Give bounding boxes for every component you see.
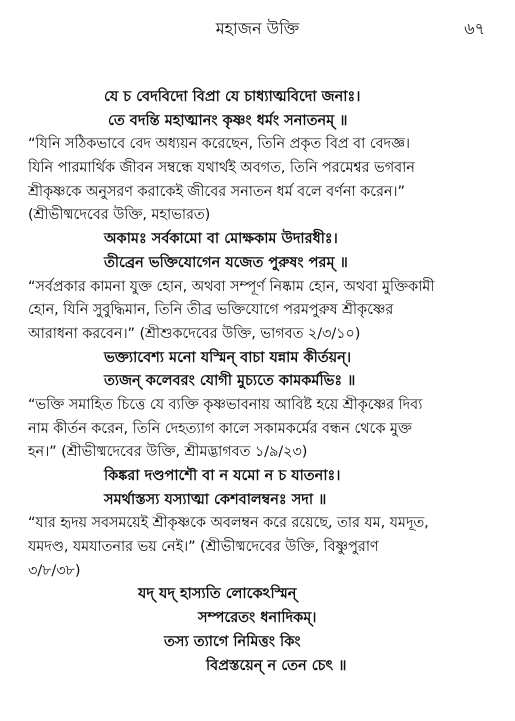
- prose-line: “যার হৃদয় সবসময়েই শ্রীকৃষ্ণকে অবলম্বন করে রয়েছে, তার যম, যমদূত,: [28, 515, 429, 532]
- prose-line: যিনি পারমার্থিক জীবন সম্বন্ধে যথার্থই অবগত, তিনি পরমেশ্বর ভগবান: [28, 160, 415, 177]
- verse-line: তস্য ত্যাগে নিমিত্তং কিং: [164, 633, 301, 650]
- page-number: ৬৭: [464, 19, 485, 38]
- verse-line: তীব্রেন ভক্তিযোগেন যজেত পুরুষং পরম্ ॥: [104, 254, 348, 271]
- verse-line: যে চ বেদবিদো বিপ্রা যে চাধ্যাত্মবিদো জনাঃ।: [104, 89, 361, 105]
- verse-line: অকামঃ সর্বকামো বা মোক্ষকাম উদারধীঃ।: [104, 231, 338, 248]
- prose-line: আরাধনা করবেন।” (শ্রীশুকদেবের উক্তি, ভাগবত ২/৩/১০): [28, 325, 361, 342]
- page-header: [0, 12, 515, 52]
- running-title: মহাজন উক্তি: [215, 19, 300, 38]
- prose-line: হন।” (শ্রীভীষ্মদেবের উক্তি, শ্রীমদ্ভাগবত ১/৯/২৩): [28, 444, 308, 461]
- verse-line: ভক্ত্যাবেশ্য মনো যস্মিন্ বাচা যন্নাম কীর্তয়ন্।: [104, 349, 352, 366]
- prose-line: “সর্বপ্রকার কামনা যুক্ত হোন, অথবা সম্পূর্ণ নিষ্কাম হোন, অথবা মুক্তিকামী: [28, 278, 435, 295]
- verse-line: বিপ্রস্তয়েন্ ন তেন চেৎ ॥: [206, 657, 347, 674]
- citation-line: (শ্রীভীষ্মদেবের উক্তি, মহাভারত): [28, 207, 211, 224]
- prose-line: যমদণ্ড, যমযাতনার ভয় নেই।” (শ্রীভীষ্মদেবের উক্তি, বিষ্ণুপুরাণ: [28, 539, 379, 556]
- verse-line: ত্যজন্ কলেবরং যোগী মুচ্যতে কামকর্মভিঃ ॥: [104, 373, 356, 390]
- verse-line: সম্পরেতং ধনাদিকম্।: [198, 610, 317, 627]
- page-body: [28, 86, 490, 678]
- prose-line: ৩/৮/৩৮): [28, 562, 81, 579]
- verse-line: কিঙ্করা দণ্ডপাশৌ বা ন যমো ন চ যাতনাঃ।: [104, 468, 341, 484]
- prose-line: হোন, যিনি সুবুদ্ধিমান, তিনি তীব্র ভক্তিযোগে পরমপুরুষ শ্রীকৃষ্ণের: [28, 302, 394, 319]
- prose-line: শ্রীকৃষ্ণকে অনুসরণ করাকেই জীবের সনাতন ধর্ম বলে বর্ণনা করেন।”: [28, 183, 405, 200]
- verse-line: সমর্থাস্তস্য যস্যাত্মা কেশবালম্বনঃ সদা ॥: [104, 491, 327, 508]
- prose-line: নাম কীর্তন করেন, তিনি দেহত্যাগ কালে সকামকর্মের বন্ধন থেকে মুক্ত: [28, 420, 412, 437]
- verse-line: যদ্ যদ্ হাস্যতি লোকেঽস্মিন্: [138, 586, 297, 603]
- prose-line: “যিনি সঠিকভাবে বেদ অধ্যয়ন করেছেন, তিনি প্রকৃত বিপ্র বা বেদজ্ঞ।: [28, 136, 410, 153]
- verse-line: তে বদন্তি মহাত্মানং কৃষ্ণং ধর্মং সনাতনম্ ॥: [108, 112, 348, 129]
- prose-line: “ভক্তি সমাহিত চিত্তে যে ব্যক্তি কৃষ্ণভাবনায় আবিষ্ট হয়ে শ্রীকৃষ্ণের দিব্য: [28, 396, 423, 413]
